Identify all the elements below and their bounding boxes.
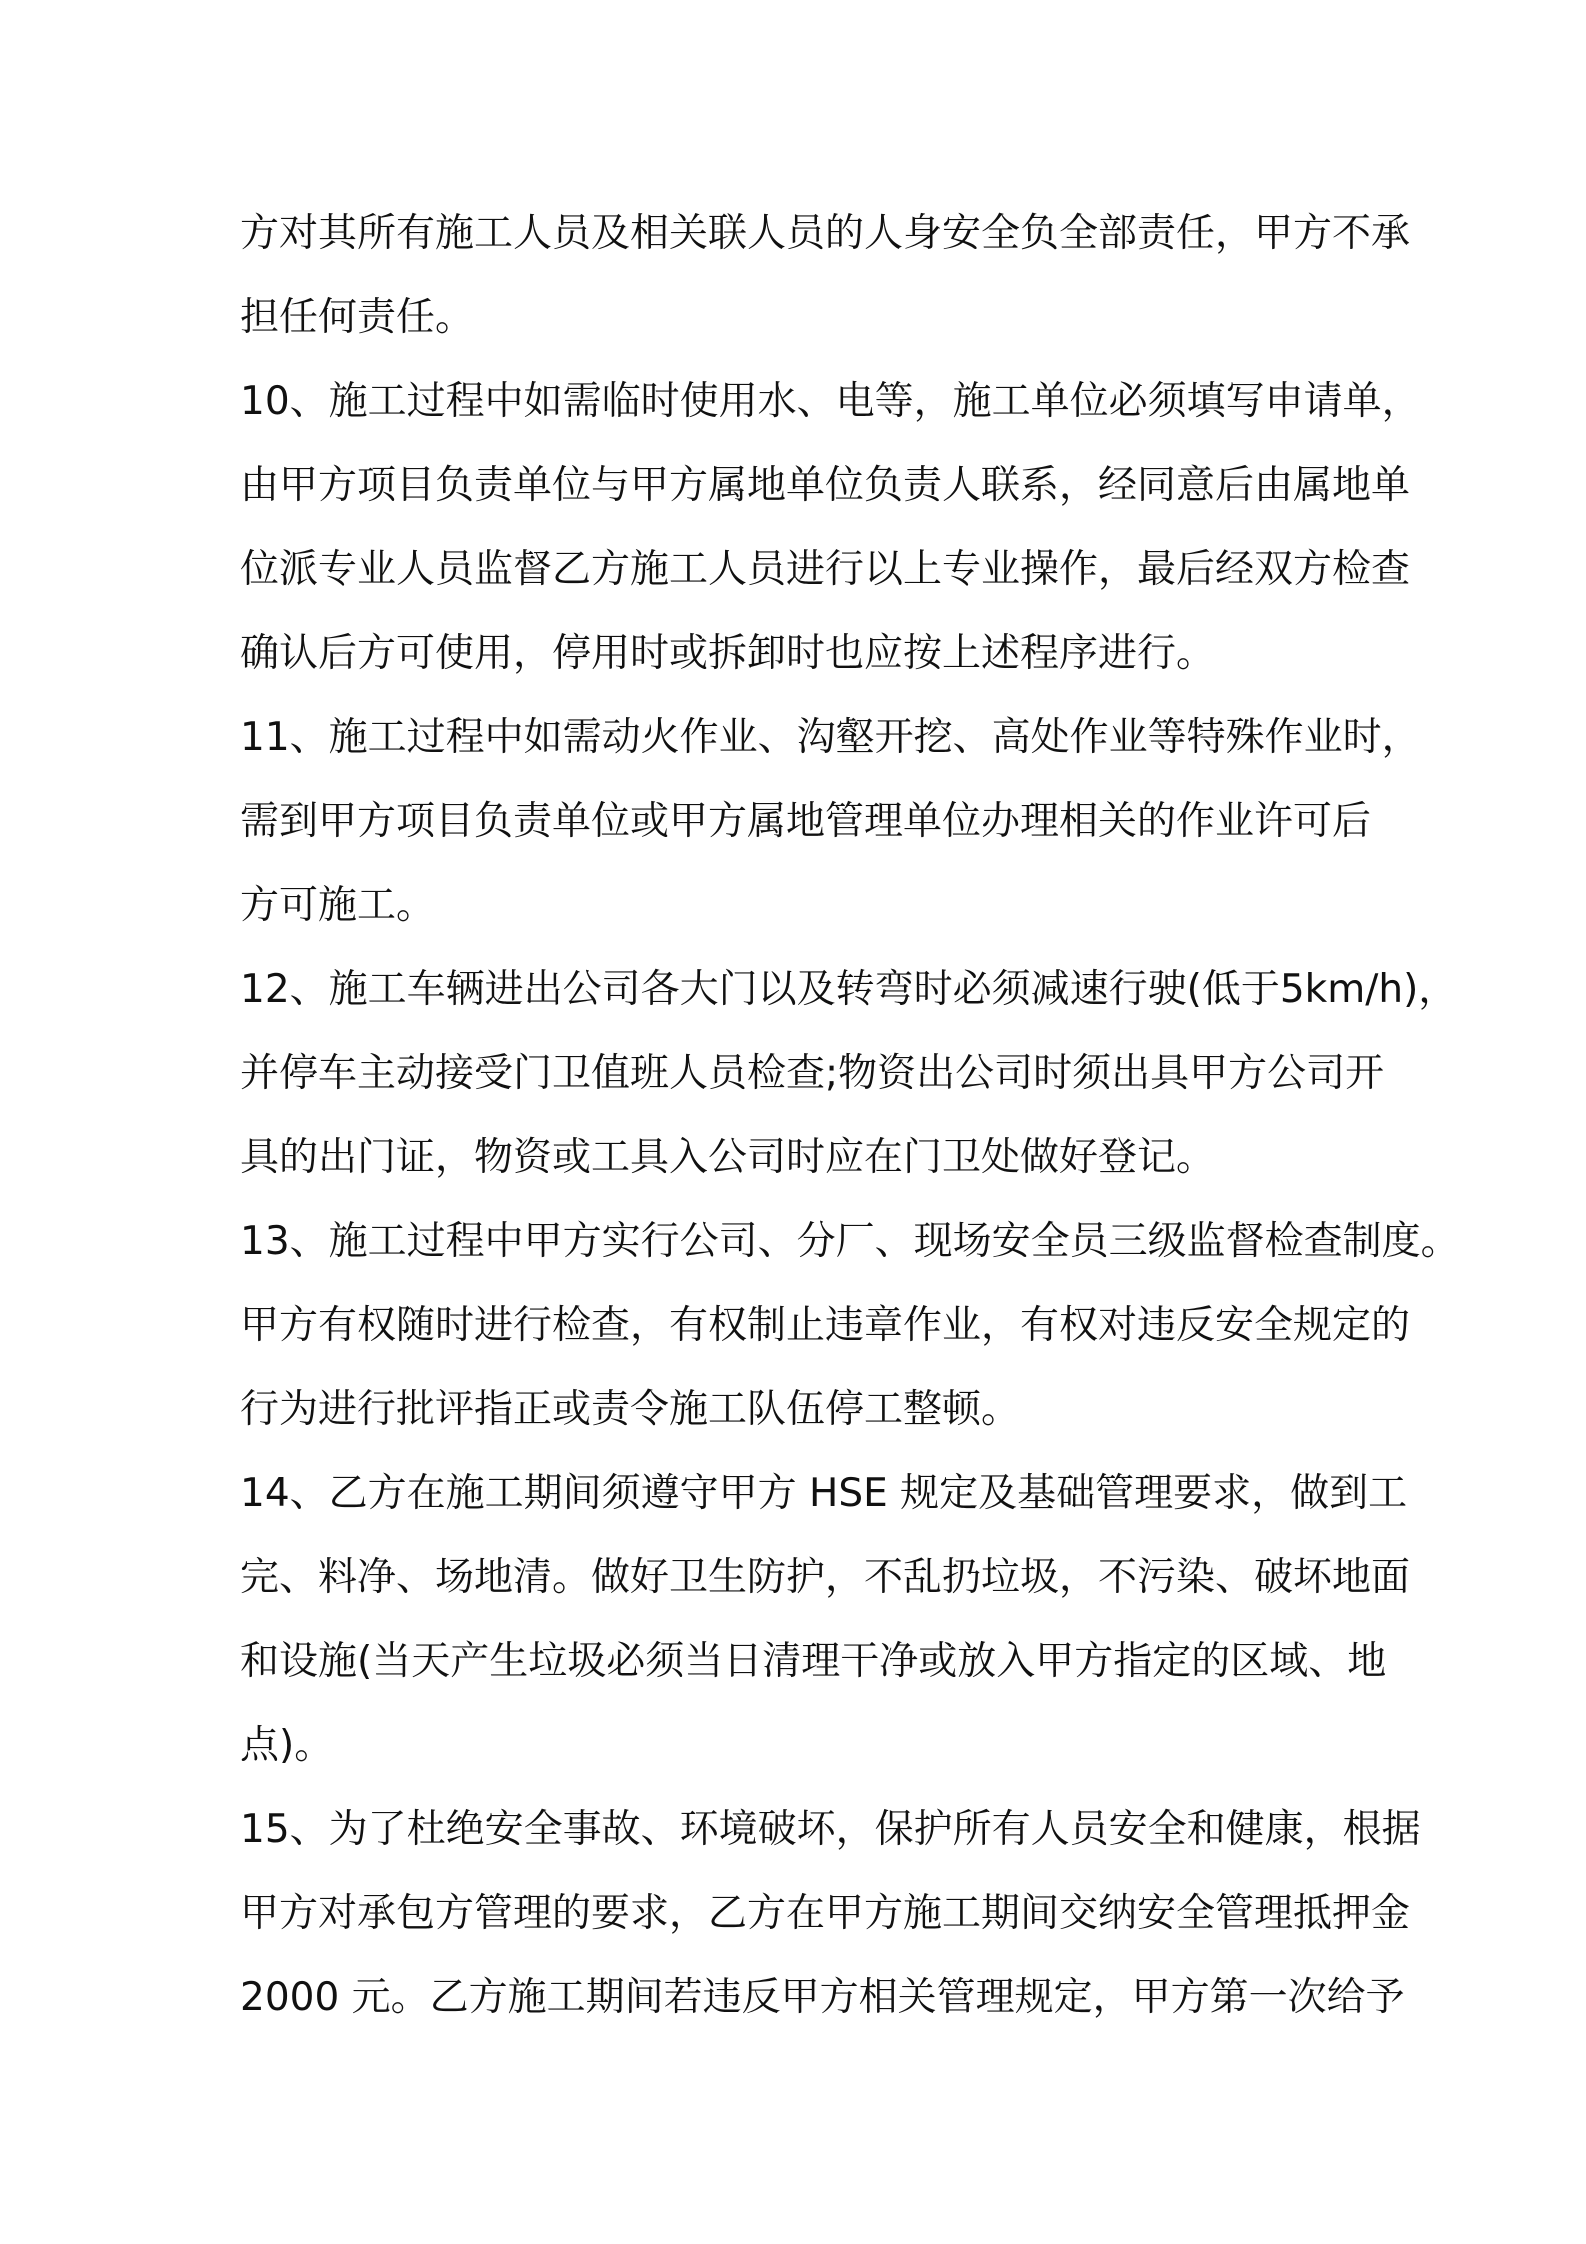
document-body bbox=[240, 192, 1460, 2040]
text-line: 位派专业人员监督乙方施工人员进行以上专业操作，最后经双方检查 bbox=[240, 547, 1411, 592]
text-line: 由甲方项目负责单位与甲方属地单位负责人联系，经同意后由属地单 bbox=[240, 463, 1411, 508]
text-line: 并停车主动接受门卫值班人员检查;物资出公司时须出具甲方公司开 bbox=[240, 1051, 1385, 1096]
text-line: 方可施工。 bbox=[240, 883, 436, 928]
text-line: 12、施工车辆进出公司各大门以及转弯时必须减速行驶(低于5km/h)， bbox=[240, 967, 1458, 1012]
text-line: 具的出门证，物资或工具入公司时应在门卫处做好登记。 bbox=[240, 1135, 1216, 1180]
text-line: 14、乙方在施工期间须遵守甲方 HSE 规定及基础管理要求，做到工 bbox=[240, 1471, 1408, 1516]
text-line: 2000 元。乙方施工期间若违反甲方相关管理规定，甲方第一次给予 bbox=[240, 1975, 1405, 2020]
text-line: 甲方有权随时进行检查，有权制止违章作业，有权对违反安全规定的 bbox=[240, 1303, 1411, 1348]
text-line: 需到甲方项目负责单位或甲方属地管理单位办理相关的作业许可后 bbox=[240, 799, 1372, 844]
text-line: 甲方对承包方管理的要求，乙方在甲方施工期间交纳安全管理抵押金 bbox=[240, 1891, 1411, 1936]
text-line: 担任何责任。 bbox=[240, 295, 475, 340]
text-line: 15、为了杜绝安全事故、环境破坏，保护所有人员安全和健康，根据 bbox=[240, 1807, 1421, 1852]
text-line: 和设施(当天产生垃圾必须当日清理干净或放入甲方指定的区域、地 bbox=[240, 1639, 1387, 1684]
text-line: 11、施工过程中如需动火作业、沟壑开挖、高处作业等特殊作业时， bbox=[240, 715, 1421, 760]
text-line: 方对其所有施工人员及相关联人员的人身安全负全部责任，甲方不承 bbox=[240, 211, 1411, 256]
text-line: 行为进行批评指正或责令施工队伍停工整顿。 bbox=[240, 1387, 1021, 1432]
text-line: 点)。 bbox=[240, 1723, 334, 1768]
text-line: 13、施工过程中甲方实行公司、分厂、现场安全员三级监督检查制度。 bbox=[240, 1219, 1460, 1264]
text-line: 完、料净、场地清。做好卫生防护，不乱扔垃圾，不污染、破坏地面 bbox=[240, 1555, 1411, 1600]
text-line: 10、施工过程中如需临时使用水、电等，施工单位必须填写申请单， bbox=[240, 379, 1421, 424]
text-line: 确认后方可使用，停用时或拆卸时也应按上述程序进行。 bbox=[240, 631, 1216, 676]
